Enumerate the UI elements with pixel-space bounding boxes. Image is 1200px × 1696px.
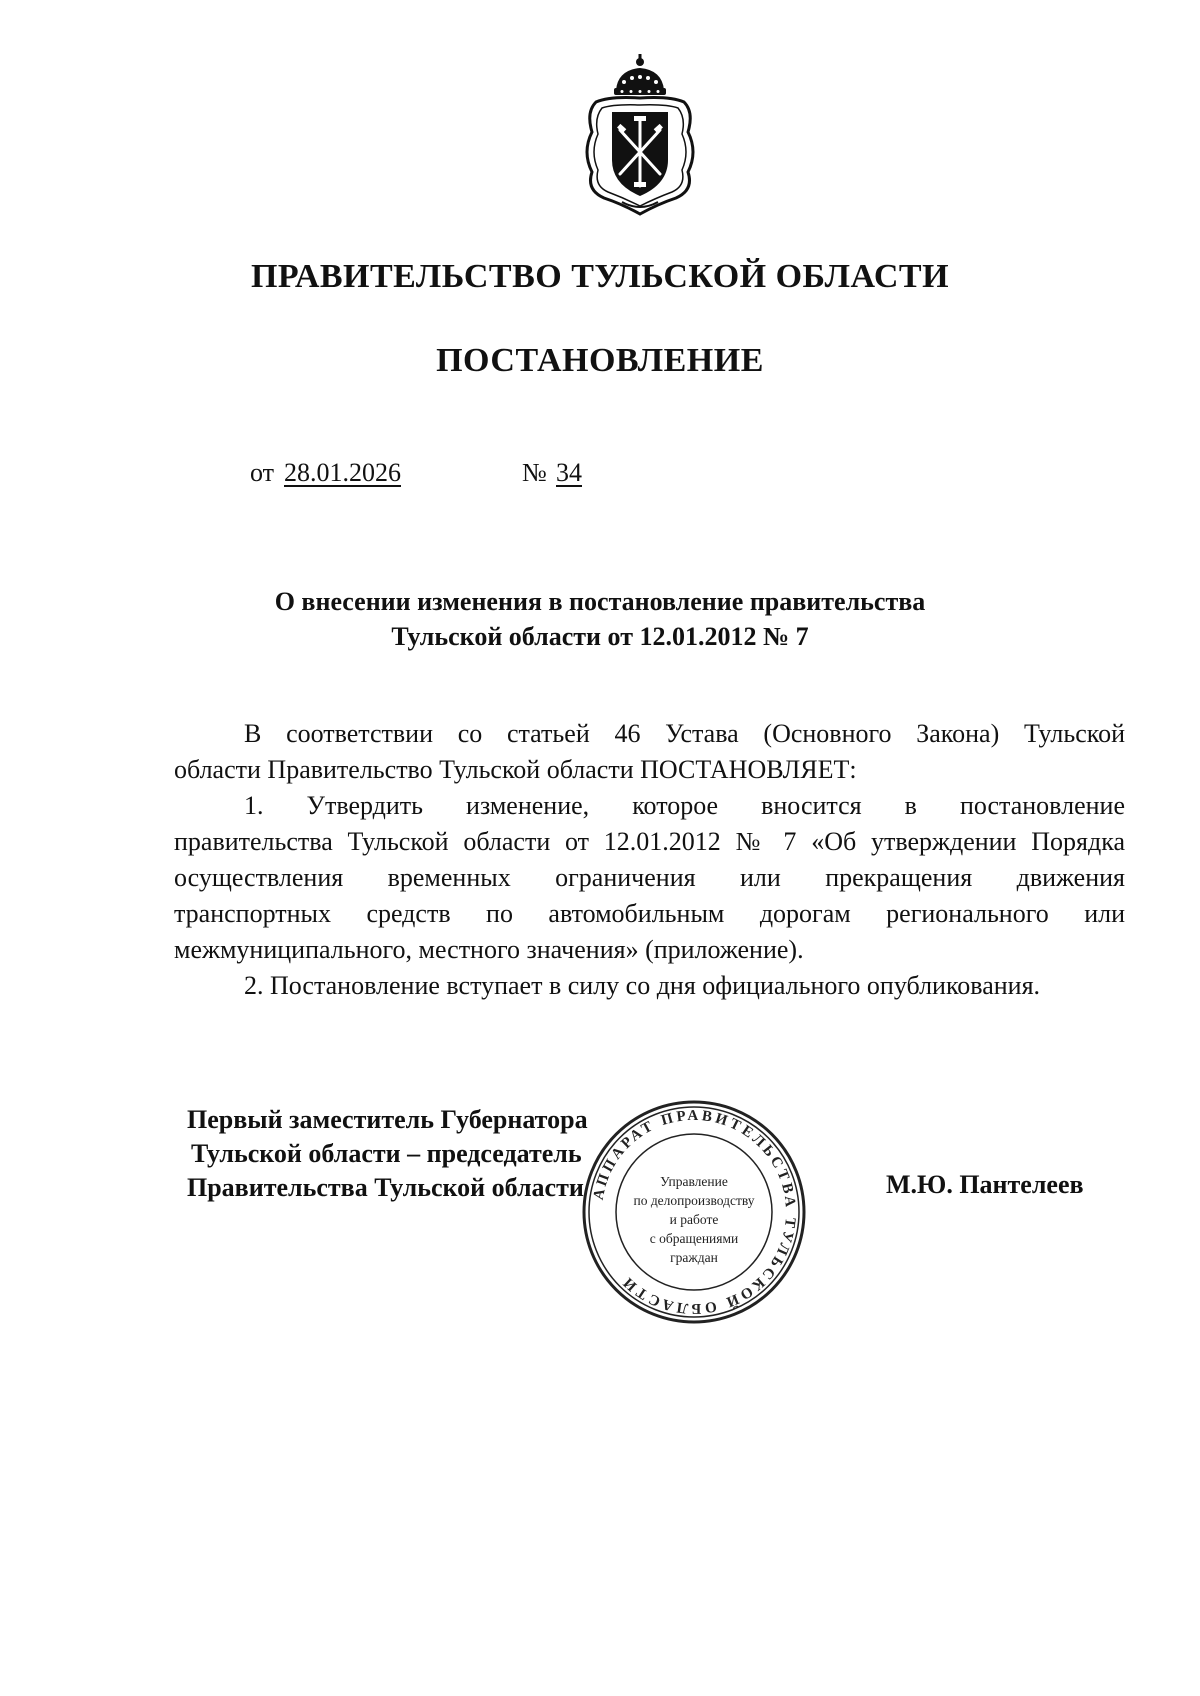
signatory-title-line: Правительства Тульской области (187, 1173, 584, 1202)
body-line: области Правительство Тульской области ПОСТАНОВЛЯЕТ: (174, 755, 857, 784)
body-line: 2. Постановление вступает в силу со дня официального опубликования. (244, 971, 1041, 1000)
signatory-name: М.Ю. Пантелеев (886, 1170, 1084, 1199)
stamp-inner-line: Управление (660, 1174, 728, 1189)
body-line: осуществления временных ограничения или прекращения движения (174, 863, 1125, 892)
document-date: 28.01.2026 (284, 458, 401, 487)
stamp-inner-line: по делопроизводству (633, 1193, 755, 1208)
coat-of-arms-icon (578, 52, 702, 216)
subject-line: Тульской области от 12.01.2012 № 7 (391, 622, 809, 651)
date-prefix: от (250, 458, 275, 487)
document-type-title: ПОСТАНОВЛЕНИЕ (436, 342, 764, 379)
signatory-title-line: Тульской области – председатель (191, 1139, 582, 1168)
body-line: В соответствии со статьей 46 Устава (Основного Закона) Тульской (244, 719, 1125, 748)
body-line: 1. Утвердить изменение, которое вносится в постановление (244, 791, 1125, 820)
body-line: транспортных средств по автомобильным дорогам регионального или (174, 899, 1125, 928)
document-number: 34 (556, 458, 582, 487)
stamp-inner-line: и работе (669, 1212, 719, 1227)
body-line: правительства Тульской области от 12.01.2012 № 7 «Об утверждении Порядка (174, 827, 1125, 856)
subject-line: О внесении изменения в постановление правительства (274, 587, 926, 616)
stamp-inner-line: с обращениями (649, 1231, 739, 1246)
signatory-title-line: Первый заместитель Губернатора (187, 1105, 588, 1134)
stamp-inner-line: граждан (670, 1250, 718, 1265)
stamp-inner-text (605, 1172, 783, 1267)
body-line: межмуниципального, местного значения» (приложение). (174, 935, 804, 964)
stamp-ring-text: АППАРАТ ПРАВИТЕЛЬСТВА ТУЛЬСКОЙ ОБЛАСТИ (590, 1107, 799, 1317)
number-prefix: № (522, 458, 547, 487)
organization-title: ПРАВИТЕЛЬСТВО ТУЛЬСКОЙ ОБЛАСТИ (250, 258, 950, 295)
